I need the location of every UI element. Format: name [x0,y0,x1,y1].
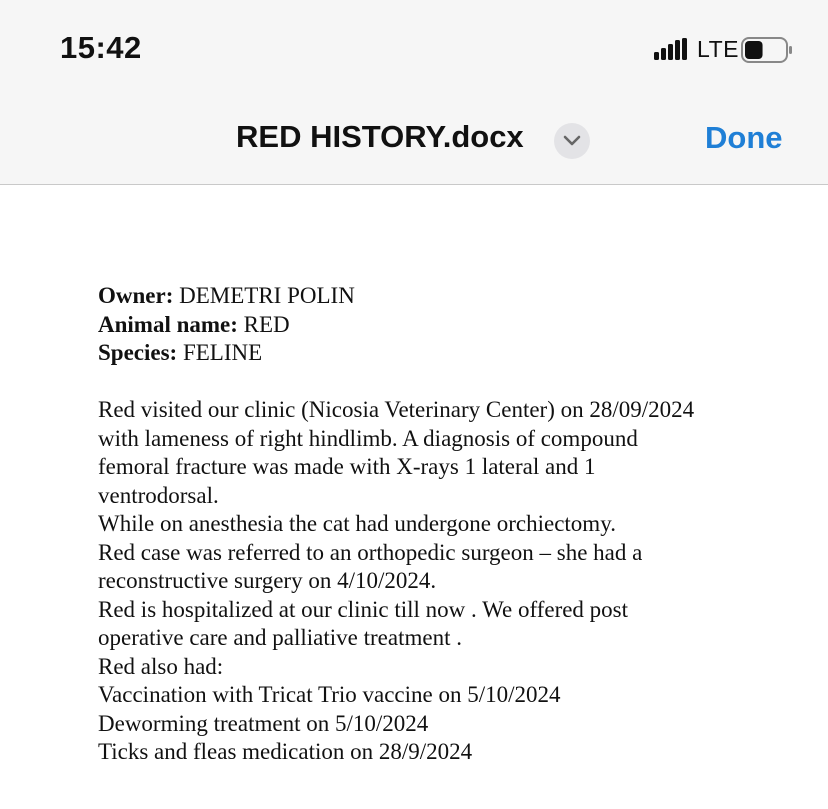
title-menu-button[interactable] [554,123,590,159]
network-type: LTE [697,36,739,62]
paragraph-spacer [98,368,798,397]
text-line: ventrodorsal. [98,482,219,508]
text-line: Vaccination with Tricat Trio vaccine on 5/10/2024 [98,682,561,707]
text-line: reconstructive surgery on 4/10/2024. [98,568,437,593]
text-line: operative care and palliative treatment . [98,625,462,650]
text-line: Deworming treatment on 5/10/2024 [98,710,429,736]
text-line: While on anesthesia the cat had undergone orchiectomy. [98,511,616,536]
text-line: Red visited our clinic (Nicosia Veterinary Center) on 28/09/2024 [98,397,695,422]
text-line: Red case was referred to an orthopedic surgeon – she had a [98,539,643,565]
field-animal-name: Animal name: RED [98,311,290,337]
top-bar [0,0,828,185]
chevron-down-icon [562,133,582,149]
field-species: Species: FELINE [98,340,263,365]
status-time: 15:42 [60,30,142,65]
cellular-signal-icon [654,38,688,62]
text-line: Red also had: [98,653,224,679]
document-title[interactable]: RED HISTORY.docx [236,119,524,154]
text-line: femoral fracture was made with X-rays 1 lateral and 1 [98,454,596,479]
text-line: Ticks and fleas medication on 28/9/2024 [98,739,473,764]
field-owner: Owner: DEMETRI POLIN [98,283,355,308]
document-content [98,282,798,767]
text-line: with lameness of right hindlimb. A diagnosis of compound [98,425,638,451]
done-button[interactable]: Done [705,120,783,155]
text-line: Red is hospitalized at our clinic till now . We offered post [98,596,629,622]
battery-icon [741,37,793,63]
